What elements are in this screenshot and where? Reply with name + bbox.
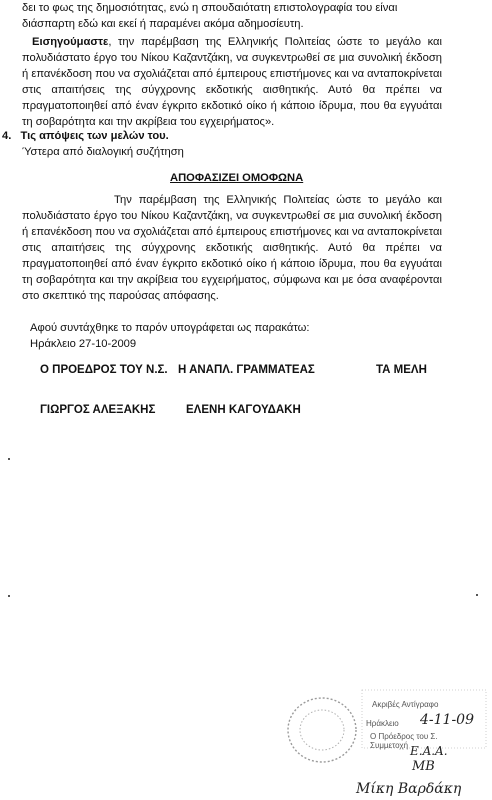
scan-speck <box>8 458 10 460</box>
stamp-line-3: Ο Πρόεδρος του Σ. <box>370 732 438 741</box>
intro-line-1: δει το φως της δημοσιότητας, ενώ η σπουδαιότατη επιστολογραφία του είναι <box>22 2 398 14</box>
intro-line-2: διάσπαρτη εδώ και εκεί ή παραμένει ακόμα αδημοσίευτη. <box>22 18 304 30</box>
secretary-name: ΕΛΕΝΗ ΚΑΓΟΥΔΑΚΗ <box>186 404 301 416</box>
section-4-number: 4. <box>2 130 12 142</box>
secretary-title: Η ΑΝΑΠΛ. ΓΡΑΜΜΑΤΕΑΣ <box>178 364 315 376</box>
stamp-line-1: Ακριβές Αντίγραφο <box>372 700 439 709</box>
section-4-heading <box>2 130 169 142</box>
stamp-mark: ΜΒ <box>412 759 435 774</box>
stamp-date: 4-11-09 <box>420 712 474 728</box>
president-name: ΓΙΩΡΓΟΣ ΑΛΕΞΑΚΗΣ <box>40 404 156 416</box>
proposal-paragraph <box>22 34 442 130</box>
scan-speck <box>476 594 478 596</box>
president-title: Ο ΠΡΟΕΔΡΟΣ ΤΟΥ Ν.Σ. <box>40 364 168 376</box>
place-date: Ηράκλειο 27-10-2009 <box>30 338 137 350</box>
signing-line: Αφού συντάχθηκε το παρόν υπογράφεται ως παρακάτω: <box>30 322 310 334</box>
scan-speck <box>8 595 10 597</box>
proposal-text: , την παρέμβαση της Ελληνικής Πολιτείας ώστε το μεγάλο και πολυδιάστατο έργο του Νίκου Καζαντζάκη, να συγκεντρωθεί σε μια συνολική έκδοση ή επανέκδοση που να σχολιάζεται από έμπειρους επιστήμονες και να ανταποκρίνεται στις απαιτήσεις της σύγχρονης εκδοτικής αισθητικής. Αυτό θα πρέπει να πραγματοποιηθεί από έναν έγκριτο εκδοτικό οίκο ή κάποιο ίδρυμα, που θα εγγυάται τη σοβαρότητα και την ακρίβεια του εγχειρήματος». <box>22 36 442 128</box>
stamp-line-4: Συμμετοχή <box>370 741 409 750</box>
discussion-line: Ύστερα από διαλογική συζήτηση <box>22 146 184 158</box>
members-title: ΤΑ ΜΕΛΗ <box>376 364 427 376</box>
stamp-line-2: Ηράκλειο <box>366 719 399 728</box>
decision-heading: ΑΠΟΦΑΣΙΖΕΙ ΟΜΟΦΩΝΑ <box>170 172 304 184</box>
decision-paragraph: Την παρέμβαση της Ελληνικής Πολιτείας ώστε το μεγάλο και πολυδιάστατο έργο του Νίκου Καζαντζάκη, να συγκεντρωθεί σε μια συνολική έκδοση ή επανέκδοση που να σχολιάζεται από έμπειρους επιστήμονες και να ανταποκρίνεται στις απαιτήσεις της σύγχρονης εκδοτικής αισθητικής. Αυτό θα πρέπει να πραγματοποιηθεί από έναν έγκριτο εκδοτικό οίκο ή κάποιο ίδρυμα, που θα εγγυάται τη σοβαρότητα και την ακρίβεια του εγχειρήματος, σύμφωνα και με όσα αναφέρονται στο σκεπτικό της παρούσας απόφασης. <box>22 194 442 302</box>
stamp-initials: Ε.Α.Α. <box>410 744 448 758</box>
section-4-title: Τις απόψεις των μελών του. <box>20 130 169 142</box>
handwritten-signature: Μίκη Βαρδάκη <box>356 781 462 797</box>
proposal-label: Εισηγούμαστε <box>32 36 109 48</box>
